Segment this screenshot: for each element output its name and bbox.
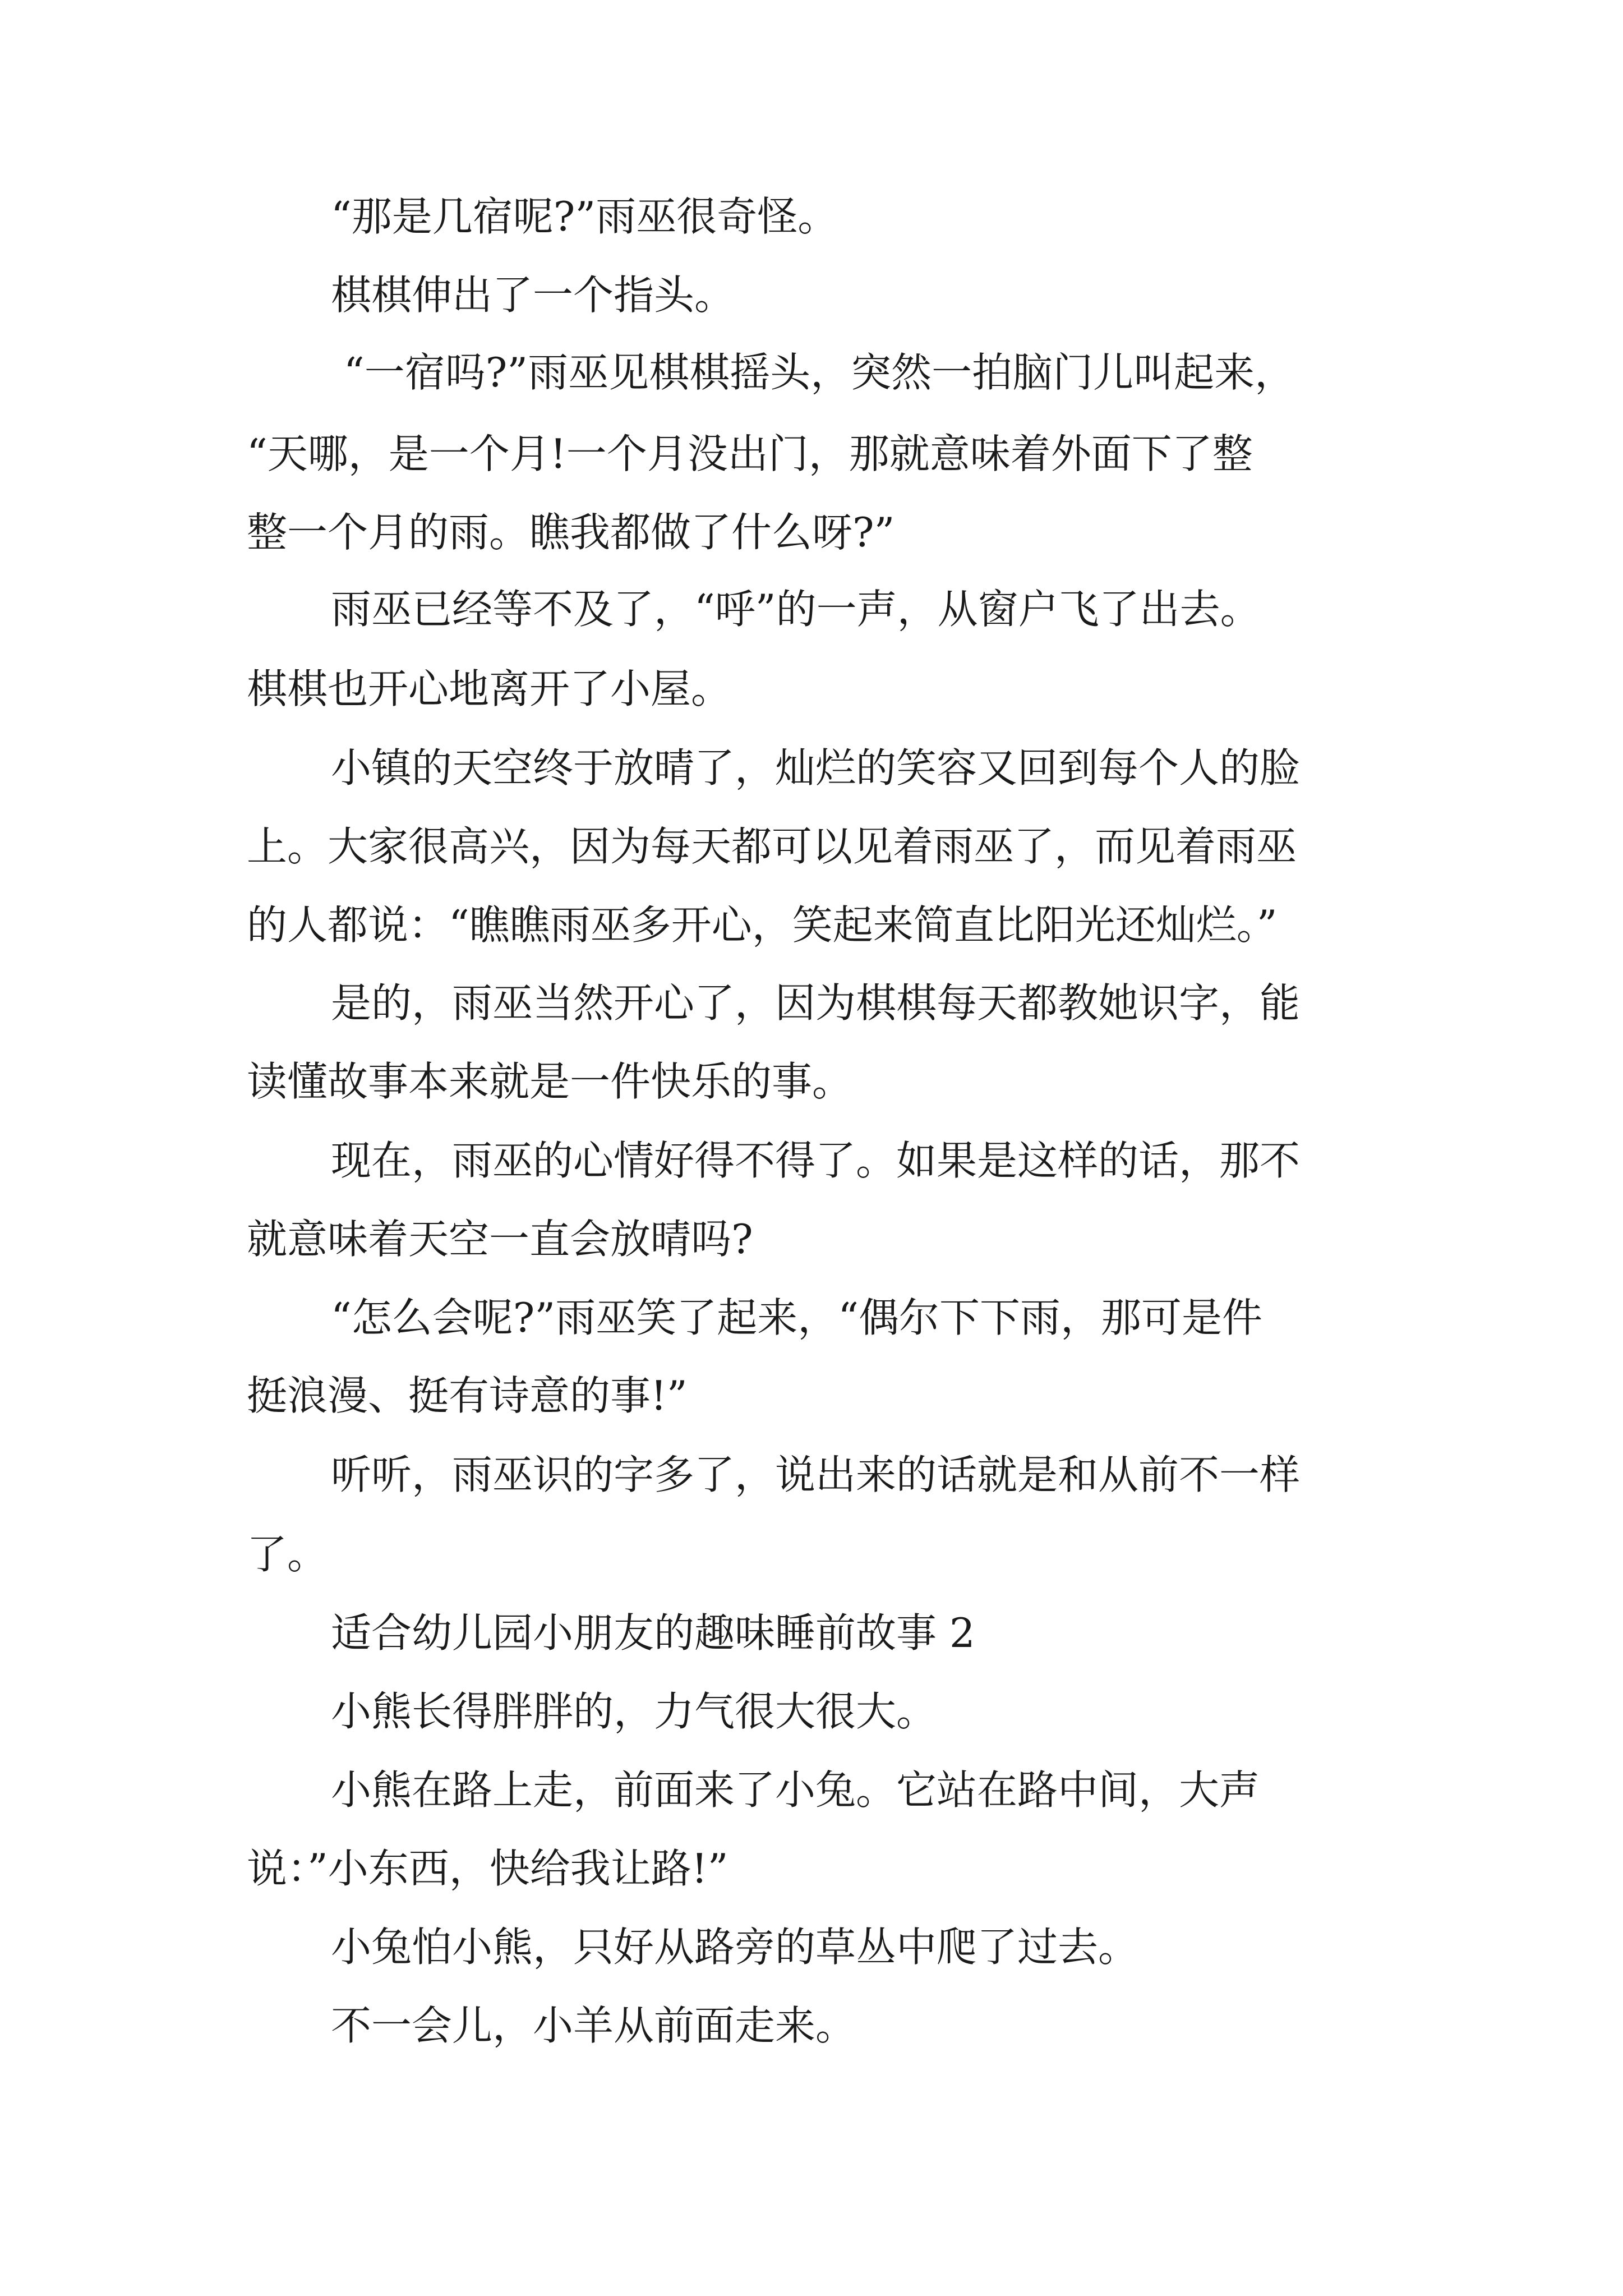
text-line: 了。	[247, 1531, 328, 1578]
text-line: 是的，雨巫当然开心了，因为棋棋每天都教她识字，能	[331, 979, 1301, 1027]
text-line: 棋棋也开心地离开了小屋。	[247, 665, 732, 712]
text-line: 小熊长得胖胖的，力气很大很大。	[331, 1688, 937, 1735]
text-line: 读懂故事本来就是一件快乐的事。	[247, 1058, 853, 1105]
text-line: 挺浪漫、挺有诗意的事!”	[247, 1372, 688, 1419]
text-line: 雨巫已经等不及了，“呼”的一声，从窗户飞了出去。	[331, 586, 1261, 633]
text-line: 小兔怕小熊，只好从路旁的草丛中爬了过去。	[331, 1924, 1139, 1971]
story-heading: 适合幼儿园小朋友的趣味睡前故事 2	[331, 1609, 975, 1657]
text-line: “怎么会呢?”雨巫笑了起来，“偶尔下下雨，那可是件	[331, 1294, 1263, 1341]
text-line: “天哪，是一个月!一个月没出门，那就意味着外面下了整	[247, 430, 1253, 477]
text-line: 整一个月的雨。瞧我都做了什么呀?”	[247, 509, 895, 556]
text-line: 棋棋伸出了一个指头。	[331, 272, 735, 319]
text-line: 小镇的天空终于放晴了，灿烂的笑容又回到每个人的脸	[331, 744, 1301, 792]
text-line: “一宿吗?”雨巫见棋棋摇头，突然一拍脑门儿叫起来，	[331, 349, 1295, 396]
text-line: “那是几宿呢?”雨巫很奇怪。	[331, 193, 838, 240]
text-line: 听听，雨巫识的字多了，说出来的话就是和从前不一样	[331, 1451, 1301, 1498]
text-line: 上。大家很高兴，因为每天都可以见着雨巫了，而见着雨巫	[247, 823, 1297, 870]
text-line: 现在，雨巫的心情好得不得了。如果是这样的话，那不	[331, 1137, 1301, 1184]
text-line: 的人都说：“瞧瞧雨巫多开心，笑起来简直比阳光还灿烂。”	[247, 901, 1278, 949]
text-line: 小熊在路上走，前面来了小兔。它站在路中间，大声	[331, 1766, 1260, 1814]
text-line: 说：”小东西，快给我让路!”	[247, 1845, 728, 1892]
text-line: 不一会儿，小羊从前面走来。	[331, 2002, 856, 2049]
text-line: 就意味着天空一直会放晴吗?	[247, 1216, 753, 1263]
